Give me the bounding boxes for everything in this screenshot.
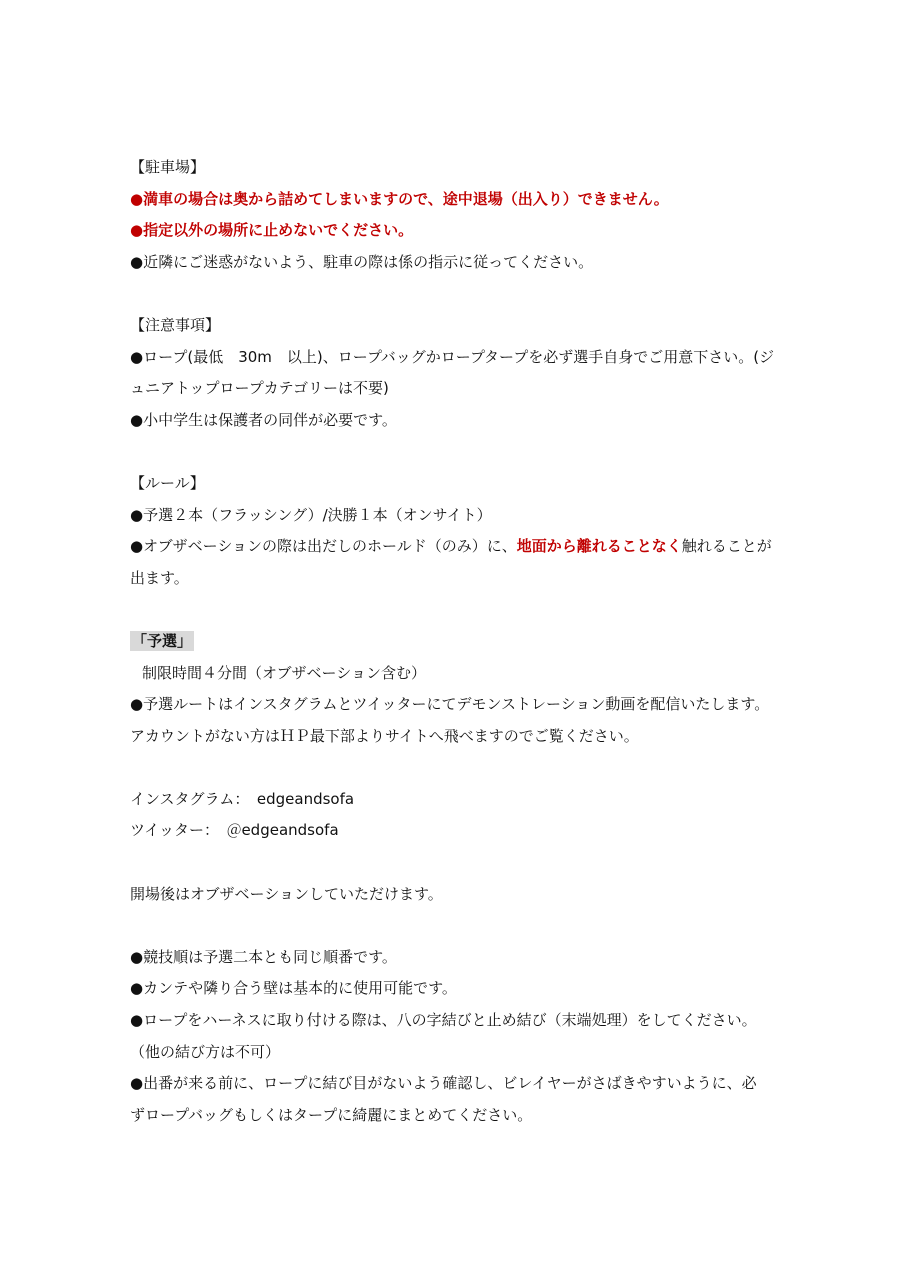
spacer: [130, 594, 780, 626]
notes-heading: 【注意事項】: [130, 315, 221, 334]
document-body: [130, 152, 780, 1131]
spacer: [130, 910, 780, 942]
spacer: [130, 436, 780, 468]
rules-item-observation-line2: 出ます。: [130, 568, 189, 587]
instagram-account: インスタグラム： edgeandsofa: [130, 789, 355, 808]
notes-item-rope-line2: ュニアトップロープカテゴリーは不要): [130, 379, 389, 398]
spacer: [130, 752, 780, 784]
after-open-note: 開場後はオブザベーションしていただけます。: [130, 884, 443, 903]
qualifier-heading: 「予選」: [132, 631, 193, 650]
qualifier-time-limit: 制限時間４分間（オブザベーション含む）: [142, 663, 426, 682]
rules-observation-text: ●オブザベーションの際は出だしのホールド（のみ）に、: [130, 537, 517, 556]
twitter-account: ツイッター： ＠edgeandsofa: [130, 821, 339, 840]
qualifier-item-rope-check-line2: ずロープバッグもしくはタープに綺麗にまとめてください。: [130, 1105, 533, 1124]
qualifier-heading-row: [130, 626, 780, 658]
rules-item-format: ●予選２本（フラッシング）/決勝１本（オンサイト）: [130, 505, 492, 524]
spacer: [130, 847, 780, 879]
rules-heading: 【ルール】: [130, 473, 205, 492]
spacer: [130, 278, 780, 310]
parking-item-neighbors: ●近隣にご迷惑がないよう、駐車の際は係の指示に従ってください。: [130, 252, 594, 271]
qualifier-route-line2: アカウントがない方はＨＰ最下部よりサイトへ飛べますのでご覧ください。: [130, 726, 639, 745]
qualifier-route-line1: ●予選ルートはインスタグラムとツイッターにてデモンストレーション動画を配信いたします。: [130, 695, 770, 714]
qualifier-item-knot-line1: ●ロープをハーネスに取り付ける際は、八の字結びと止め結び（末端処理）をしてください。: [130, 1011, 757, 1030]
rules-item-observation-line1: [130, 531, 780, 563]
parking-item-full: ●満車の場合は奥から詰めてしまいますので、途中退場（出入り）できません。: [130, 189, 669, 208]
notes-item-rope-line1: ●ロープ(最低 30m 以上)、ロープバッグかロープタープを必ず選手自身でご用意下さい。(ジ: [130, 347, 775, 366]
qualifier-item-knot-line2: （他の結び方は不可）: [130, 1042, 281, 1061]
notes-item-guardian: ●小中学生は保護者の同伴が必要です。: [130, 410, 397, 429]
parking-item-designated: ●指定以外の場所に止めないでください。: [130, 221, 414, 240]
qualifier-item-walls: ●カンテや隣り合う壁は基本的に使用可能です。: [130, 979, 457, 998]
parking-heading: 【駐車場】: [130, 158, 206, 176]
qualifier-item-rope-check-line1: ●出番が来る前に、ロープに結び目がないよう確認し、ビレイヤーがさばきやすいように、必: [130, 1074, 757, 1093]
rules-observation-emphasis: 地面から離れることなく: [516, 537, 682, 556]
qualifier-item-order: ●競技順は予選二本とも同じ順番です。: [130, 947, 397, 966]
rules-observation-text-end: 触れることが: [681, 537, 772, 556]
